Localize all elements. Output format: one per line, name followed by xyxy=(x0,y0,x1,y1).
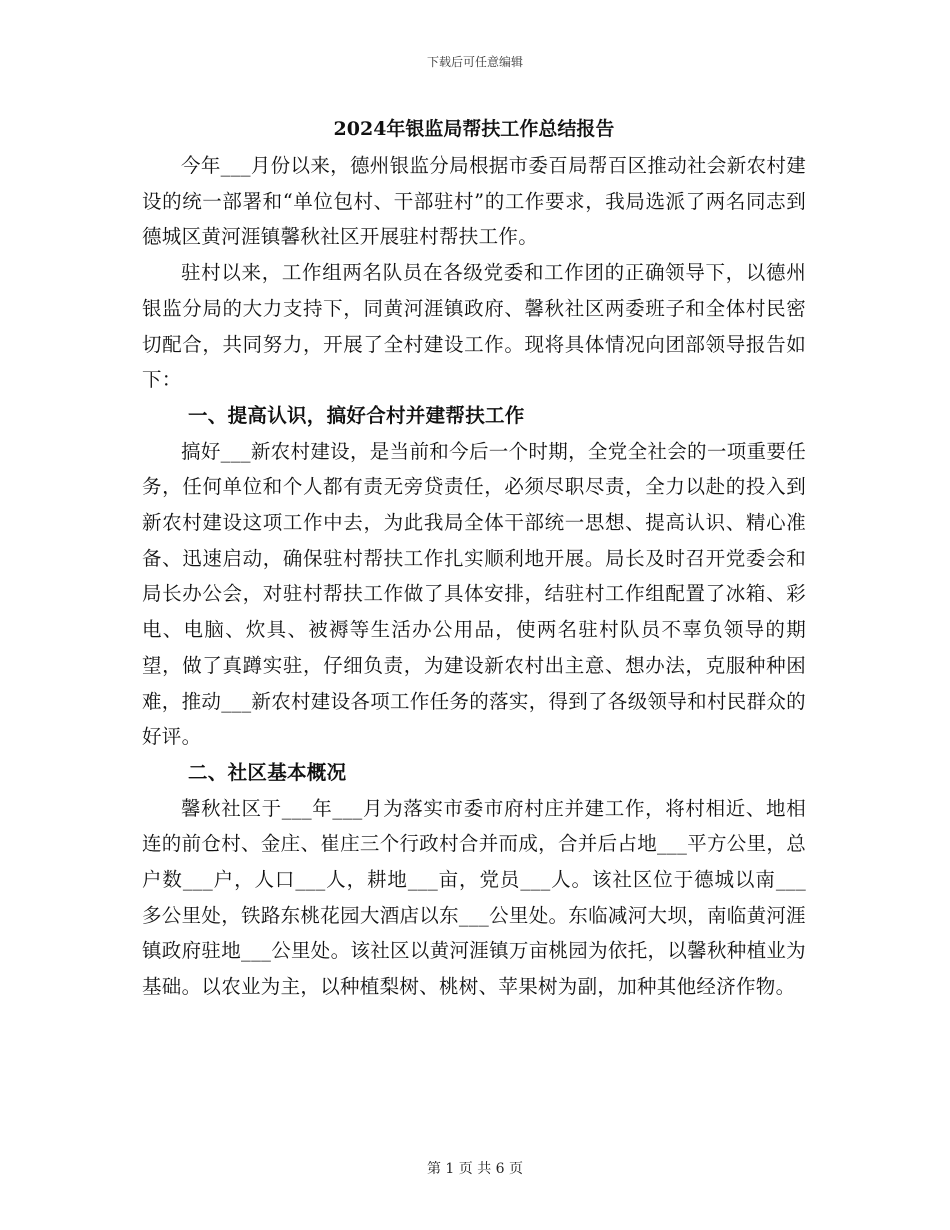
section-1-paragraph: 搞好___新农村建设，是当前和今后一个时期，全党全社会的一项重要任务，任何单位和个人都有责无旁贷责任，必须尽职尽责，全力以赴的投入到新农村建设这项工作中去，为此我局全体干部统一思想、提高认识、精心准备、迅速启动，确保驻村帮扶工作扎实顺利地开展。局长及时召开党委会和局长办公会，对驻村帮扶工作做了具体安排，结驻村工作组配置了冰箱、彩电、电脑、炊具、被褥等生活办公用品，使两名驻村队员不辜负领导的期望，做了真蹲实驻，仔细负责，为建设新农村出主意、想办法，克服种种困难，推动___新农村建设各项工作任务的落实，得到了各级领导和村民群众的好评。 xyxy=(142,439,806,749)
overview-paragraph: 驻村以来，工作组两名队员在各级党委和工作团的正确领导下，以德州银监分局的大力支持下，同黄河涯镇政府、馨秋社区两委班子和全体村民密切配合，共同努力，开展了全村建设工作。现将具体情况向团部领导报告如下： xyxy=(142,261,806,392)
page-header-note: 下载后可任意编辑 xyxy=(426,55,523,69)
section-heading-1: 一、提高认识，搞好合村并建帮扶工作 xyxy=(188,403,525,427)
section-2-paragraph: 馨秋社区于___年___月为落实市委市府村庄并建工作，将村相近、地相连的前仓村、金庄、崔庄三个行政村合并而成，合并后占地___平方公里，总户数___户，人口___人，耕地___亩，党员___人。该社区位于德城以南___多公里处，铁路东桃花园大酒店以东___公里处。东临减河大坝，南临黄河涯镇政府驻地___公里处。该社区以黄河涯镇万亩桃园为依托，以馨秋种植业为基础。以农业为主，以种植梨树、桃树、苹果树为副，加种其他经济作物。 xyxy=(142,796,806,999)
page-number: 第 1 页 共 6 页 xyxy=(426,1161,524,1177)
document-body xyxy=(142,112,806,1005)
document-title: 2024年银监局帮扶工作总结报告 xyxy=(333,118,615,140)
intro-paragraph: 今年___月份以来，德州银监分局根据市委百局帮百区推动社会新农村建设的统一部署和“单位包村、干部驻村”的工作要求，我局选派了两名同志到德城区黄河涯镇馨秋社区开展驻村帮扶工作。 xyxy=(142,154,806,249)
section-heading-2: 二、社区基本概况 xyxy=(188,760,347,784)
